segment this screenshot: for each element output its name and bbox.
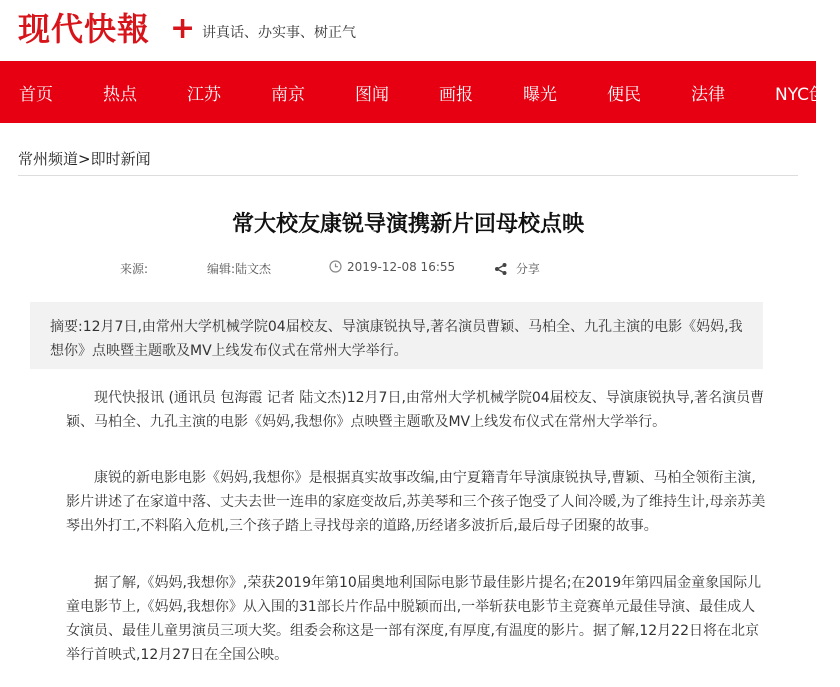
article-paragraph: [66, 386, 766, 434]
source-label: 来源:: [120, 262, 149, 276]
nav-item-home[interactable]: 首页: [19, 84, 53, 105]
breadcrumb-section-link[interactable]: 即时新闻: [90, 150, 151, 168]
site-logo[interactable]: 现代快報: [18, 10, 151, 48]
article-abstract: 摘要:12月7日,由常州大学机械学院04届校友、导演康锐执导,著名演员曹颖、马柏全、九孔主演的电影《妈妈,我想你》点映暨主题歌及MV上线发布仪式在常州大学举行。: [30, 302, 763, 369]
main-nav: [0, 61, 827, 123]
nav-item-exposure[interactable]: 曝光: [523, 84, 557, 105]
article-title: 常大校友康锐导演携新片回母校点映: [231, 212, 584, 237]
paragraph-text: 康锐的新电影电影《妈妈,我想你》是根据真实故事改编,由宁夏籍青年导演康锐执导,曹颖、马柏全领衔主演,影片讲述了在家道中落、丈夫去世一连串的家庭变故后,苏美琴和三个孩子饱受了人间冷暖,为了维持生计,母亲苏美琴出外打工,不料陷入危机,三个孩子踏上寻找母亲的道路,历经诸多波折后,最后母子团聚的故事。: [66, 470, 766, 534]
nav-item-law[interactable]: 法律: [691, 84, 725, 105]
article-paragraph: [66, 571, 766, 667]
editor-label: 编辑:陆文杰: [207, 262, 272, 276]
clock-icon: [329, 260, 342, 274]
site-header: [0, 0, 816, 60]
article-meta: [0, 260, 816, 278]
nav-item-picture-news[interactable]: 图闻: [355, 84, 389, 105]
paragraph-text: 现代快报讯 (通讯员 包海霞 记者 陆文杰)12月7日,由常州大学机械学院04届校友、导演康锐执导,著名演员曹颖、马柏全、九孔主演的电影《妈妈,我想你》点映暨主题歌及MV上线发布仪式在常州大学举行。: [66, 390, 765, 430]
paragraph-text: 据了解,《妈妈,我想你》,荣获2019年第10届奥地利国际电影节最佳影片提名;在2019年第四届金童象国际儿童电影节上,《妈妈,我想你》从入围的31部长片作品中脱颖而出,一举斩获电影节主竞赛单元最佳导演、最佳成人女演员、最佳儿童男演员三项大奖。组委会称这是一部有深度,有厚度,有温度的影片。据了解,12月22日将在北京举行首映式,12月27日在全国公映。: [66, 575, 762, 663]
nav-item-convenience[interactable]: 便民: [607, 84, 641, 105]
nav-item-jiangsu[interactable]: 江苏: [187, 84, 221, 105]
nav-item-hot[interactable]: 热点: [103, 84, 137, 105]
publish-datetime: 2019-12-08 16:55: [347, 260, 456, 274]
share-button[interactable]: [494, 260, 540, 277]
share-label: 分享: [515, 262, 540, 276]
nav-item-pictorial[interactable]: 画报: [439, 84, 473, 105]
site-slogan: 讲真话、办实事、树正气: [202, 25, 356, 41]
breadcrumb-channel-link[interactable]: 常州频道: [18, 150, 79, 168]
nav-item-nyc[interactable]: NYC创: [775, 84, 827, 105]
breadcrumb: [18, 148, 151, 169]
logo-plus-mark: +: [170, 11, 196, 46]
share-icon: [494, 262, 512, 276]
nav-item-nanjing[interactable]: 南京: [271, 84, 305, 105]
breadcrumb-separator: >: [78, 150, 91, 168]
breadcrumb-divider: [18, 175, 798, 176]
article-paragraph: [66, 466, 766, 538]
